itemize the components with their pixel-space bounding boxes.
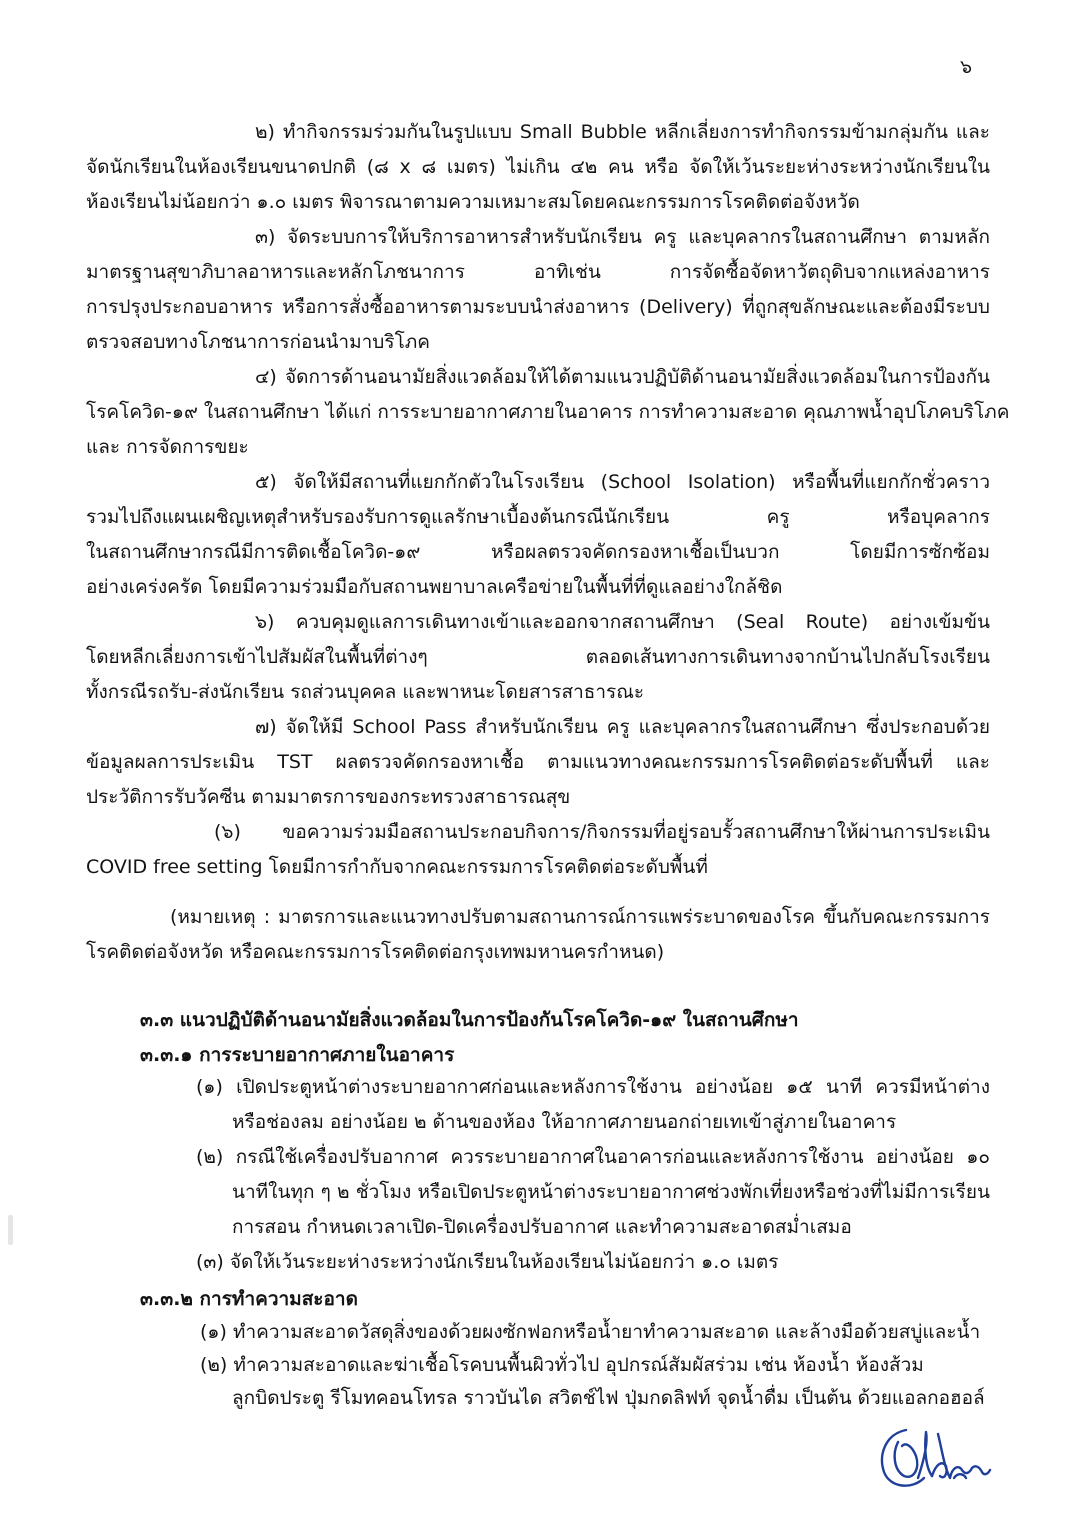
text-line: โดยหลีกเลี่ยงการเข้าไปสัมผัสในพื้นที่ต่างๆ ตลอดเส้นทางการเดินทางจากบ้านไปกลับโรงเรียน [86, 646, 990, 668]
text-line: ๗) จัดให้มี School Pass สำหรับนักเรียน ครู และบุคลากรในสถานศึกษา ซึ่งประกอบด้วย [255, 716, 990, 738]
text-line: อย่างเคร่งครัด โดยมีความร่วมมือกับสถานพยาบาลเครือข่ายในพื้นที่ที่ดูแลอย่างใกล้ชิด [86, 576, 783, 598]
text-line: การปรุงประกอบอาหาร หรือการสั่งซื้ออาหารตามระบบนำส่งอาหาร (Delivery) ที่ถูกสุขลักษณะและต้องมีระบบ [86, 296, 990, 318]
page-number: ๖ [959, 56, 972, 78]
text-line: และ การจัดการขยะ [86, 436, 249, 458]
text-line: ข้อมูลผลการประเมิน TST ผลตรวจคัดกรองหาเชื้อ ตามแนวทางคณะกรรมการโรคติดต่อระดับพื้นที่ และ [86, 751, 990, 773]
text-line: ๒) ทำกิจกรรมร่วมกันในรูปแบบ Small Bubble หลีกเลี่ยงการทำกิจกรรมข้ามกลุ่มกัน และ [255, 121, 990, 143]
note-line: (หมายเหตุ : มาตรการและแนวทางปรับตามสถานการณ์การแพร่ระบาดของโรค ขึ้นกับคณะกรรมการ [170, 906, 990, 928]
text-line: หรือช่องลม อย่างน้อย ๒ ด้านของห้อง ให้อากาศภายนอกถ่ายเทเข้าสู่ภายในอาคาร [232, 1111, 897, 1133]
signature [872, 1420, 994, 1498]
text-line: จัดนักเรียนในห้องเรียนขนาดปกติ (๘ x ๘ เมตร) ไม่เกิน ๔๒ คน หรือ จัดให้เว้นระยะห่างระหว่างนักเรียนใน [86, 156, 990, 178]
subsection-heading: ๓.๓.๑ การระบายอากาศภายในอาคาร [140, 1044, 455, 1066]
text-line: (๑) ทำความสะอาดวัสดุสิ่งของด้วยผงซักฟอกหรือน้ำยาทำความสะอาด และล้างมือด้วยสบู่และน้ำ [200, 1321, 981, 1343]
text-line: ๕) จัดให้มีสถานที่แยกกักตัวในโรงเรียน (School Isolation) หรือพื้นที่แยกกักชั่วคราว [255, 471, 990, 493]
text-line: (๒) ทำความสะอาดและฆ่าเชื้อโรคบนพื้นผิวทั่วไป อุปกรณ์สัมผัสร่วม เช่น ห้องน้ำ ห้องส้วม [200, 1354, 924, 1376]
text-line: (๒) กรณีใช้เครื่องปรับอากาศ ควรระบายอากาศในอาคารก่อนและหลังการใช้งาน อย่างน้อย ๑๐ [196, 1146, 990, 1168]
text-line: รวมไปถึงแผนเผชิญเหตุสำหรับรองรับการดูแลรักษาเบื้องต้นกรณีนักเรียน ครู หรือบุคลากร [86, 506, 990, 528]
text-line: การสอน กำหนดเวลาเปิด-ปิดเครื่องปรับอากาศ และทำความสะอาดสม่ำเสมอ [232, 1216, 852, 1238]
text-line: นาทีในทุก ๆ ๒ ชั่วโมง หรือเปิดประตูหน้าต่างระบายอากาศช่วงพักเที่ยงหรือช่วงที่ไม่มีการเรียน [232, 1181, 990, 1203]
text-line: ทั้งกรณีรถรับ-ส่งนักเรียน รถส่วนบุคคล และพาหนะโดยสารสาธารณะ [86, 681, 645, 703]
text-line: ห้องเรียนไม่น้อยกว่า ๑.๐ เมตร พิจารณาตามความเหมาะสมโดยคณะกรรมการโรคติดต่อจังหวัด [86, 191, 860, 213]
text-line: (๖) ขอความร่วมมือสถานประกอบกิจการ/กิจกรรมที่อยู่รอบรั้วสถานศึกษาให้ผ่านการประเมิน [214, 821, 990, 843]
text-line: (๑) เปิดประตูหน้าต่างระบายอากาศก่อนและหลังการใช้งาน อย่างน้อย ๑๕ นาที ควรมีหน้าต่าง [196, 1076, 990, 1098]
text-line: ๖) ควบคุมดูแลการเดินทางเข้าและออกจากสถานศึกษา (Seal Route) อย่างเข้มข้น [255, 611, 990, 633]
section-heading: ๓.๓ แนวปฏิบัติด้านอนามัยสิ่งแวดล้อมในการป้องกันโรคโควิด-๑๙ ในสถานศึกษา [140, 1009, 799, 1031]
scan-artifact [8, 1215, 13, 1245]
text-line: ๓) จัดระบบการให้บริการอาหารสำหรับนักเรียน ครู และบุคลากรในสถานศึกษา ตามหลัก [255, 226, 990, 248]
text-line: ๔) จัดการด้านอนามัยสิ่งแวดล้อมให้ได้ตามแนวปฏิบัติด้านอนามัยสิ่งแวดล้อมในการป้องกัน [255, 366, 990, 388]
subsection-heading: ๓.๓.๒ การทำความสะอาด [140, 1288, 358, 1310]
text-line: มาตรฐานสุขาภิบาลอาหารและหลักโภชนาการ อาทิเช่น การจัดซื้อจัดหาวัตถุดิบจากแหล่งอาหาร [86, 261, 990, 283]
text-line: โรคโควิด-๑๙ ในสถานศึกษา ได้แก่ การระบายอากาศภายในอาคาร การทำความสะอาด คุณภาพน้ำอุปโภคบริโภค [86, 401, 1010, 423]
text-line: ในสถานศึกษากรณีมีการติดเชื้อโควิด-๑๙ หรือผลตรวจคัดกรองหาเชื้อเป็นบวก โดยมีการซักซ้อม [86, 541, 990, 563]
text-line: COVID free setting โดยมีการกำกับจากคณะกรรมการโรคติดต่อระดับพื้นที่ [86, 856, 708, 878]
text-line: ลูกบิดประตู รีโมทคอนโทรล ราวบันได สวิตช์ไฟ ปุ่มกดลิฟท์ จุดน้ำดื่ม เป็นต้น ด้วยแอลกอฮอล์ [232, 1387, 985, 1409]
text-line: ประวัติการรับวัคซีน ตามมาตรการของกระทรวงสาธารณสุข [86, 786, 571, 808]
note-line: โรคติดต่อจังหวัด หรือคณะกรรมการโรคติดต่อกรุงเทพมหานครกำหนด) [86, 941, 665, 963]
text-line: ตรวจสอบทางโภชนาการก่อนนำมาบริโภค [86, 331, 431, 353]
text-line: (๓) จัดให้เว้นระยะห่างระหว่างนักเรียนในห้องเรียนไม่น้อยกว่า ๑.๐ เมตร [196, 1251, 779, 1273]
